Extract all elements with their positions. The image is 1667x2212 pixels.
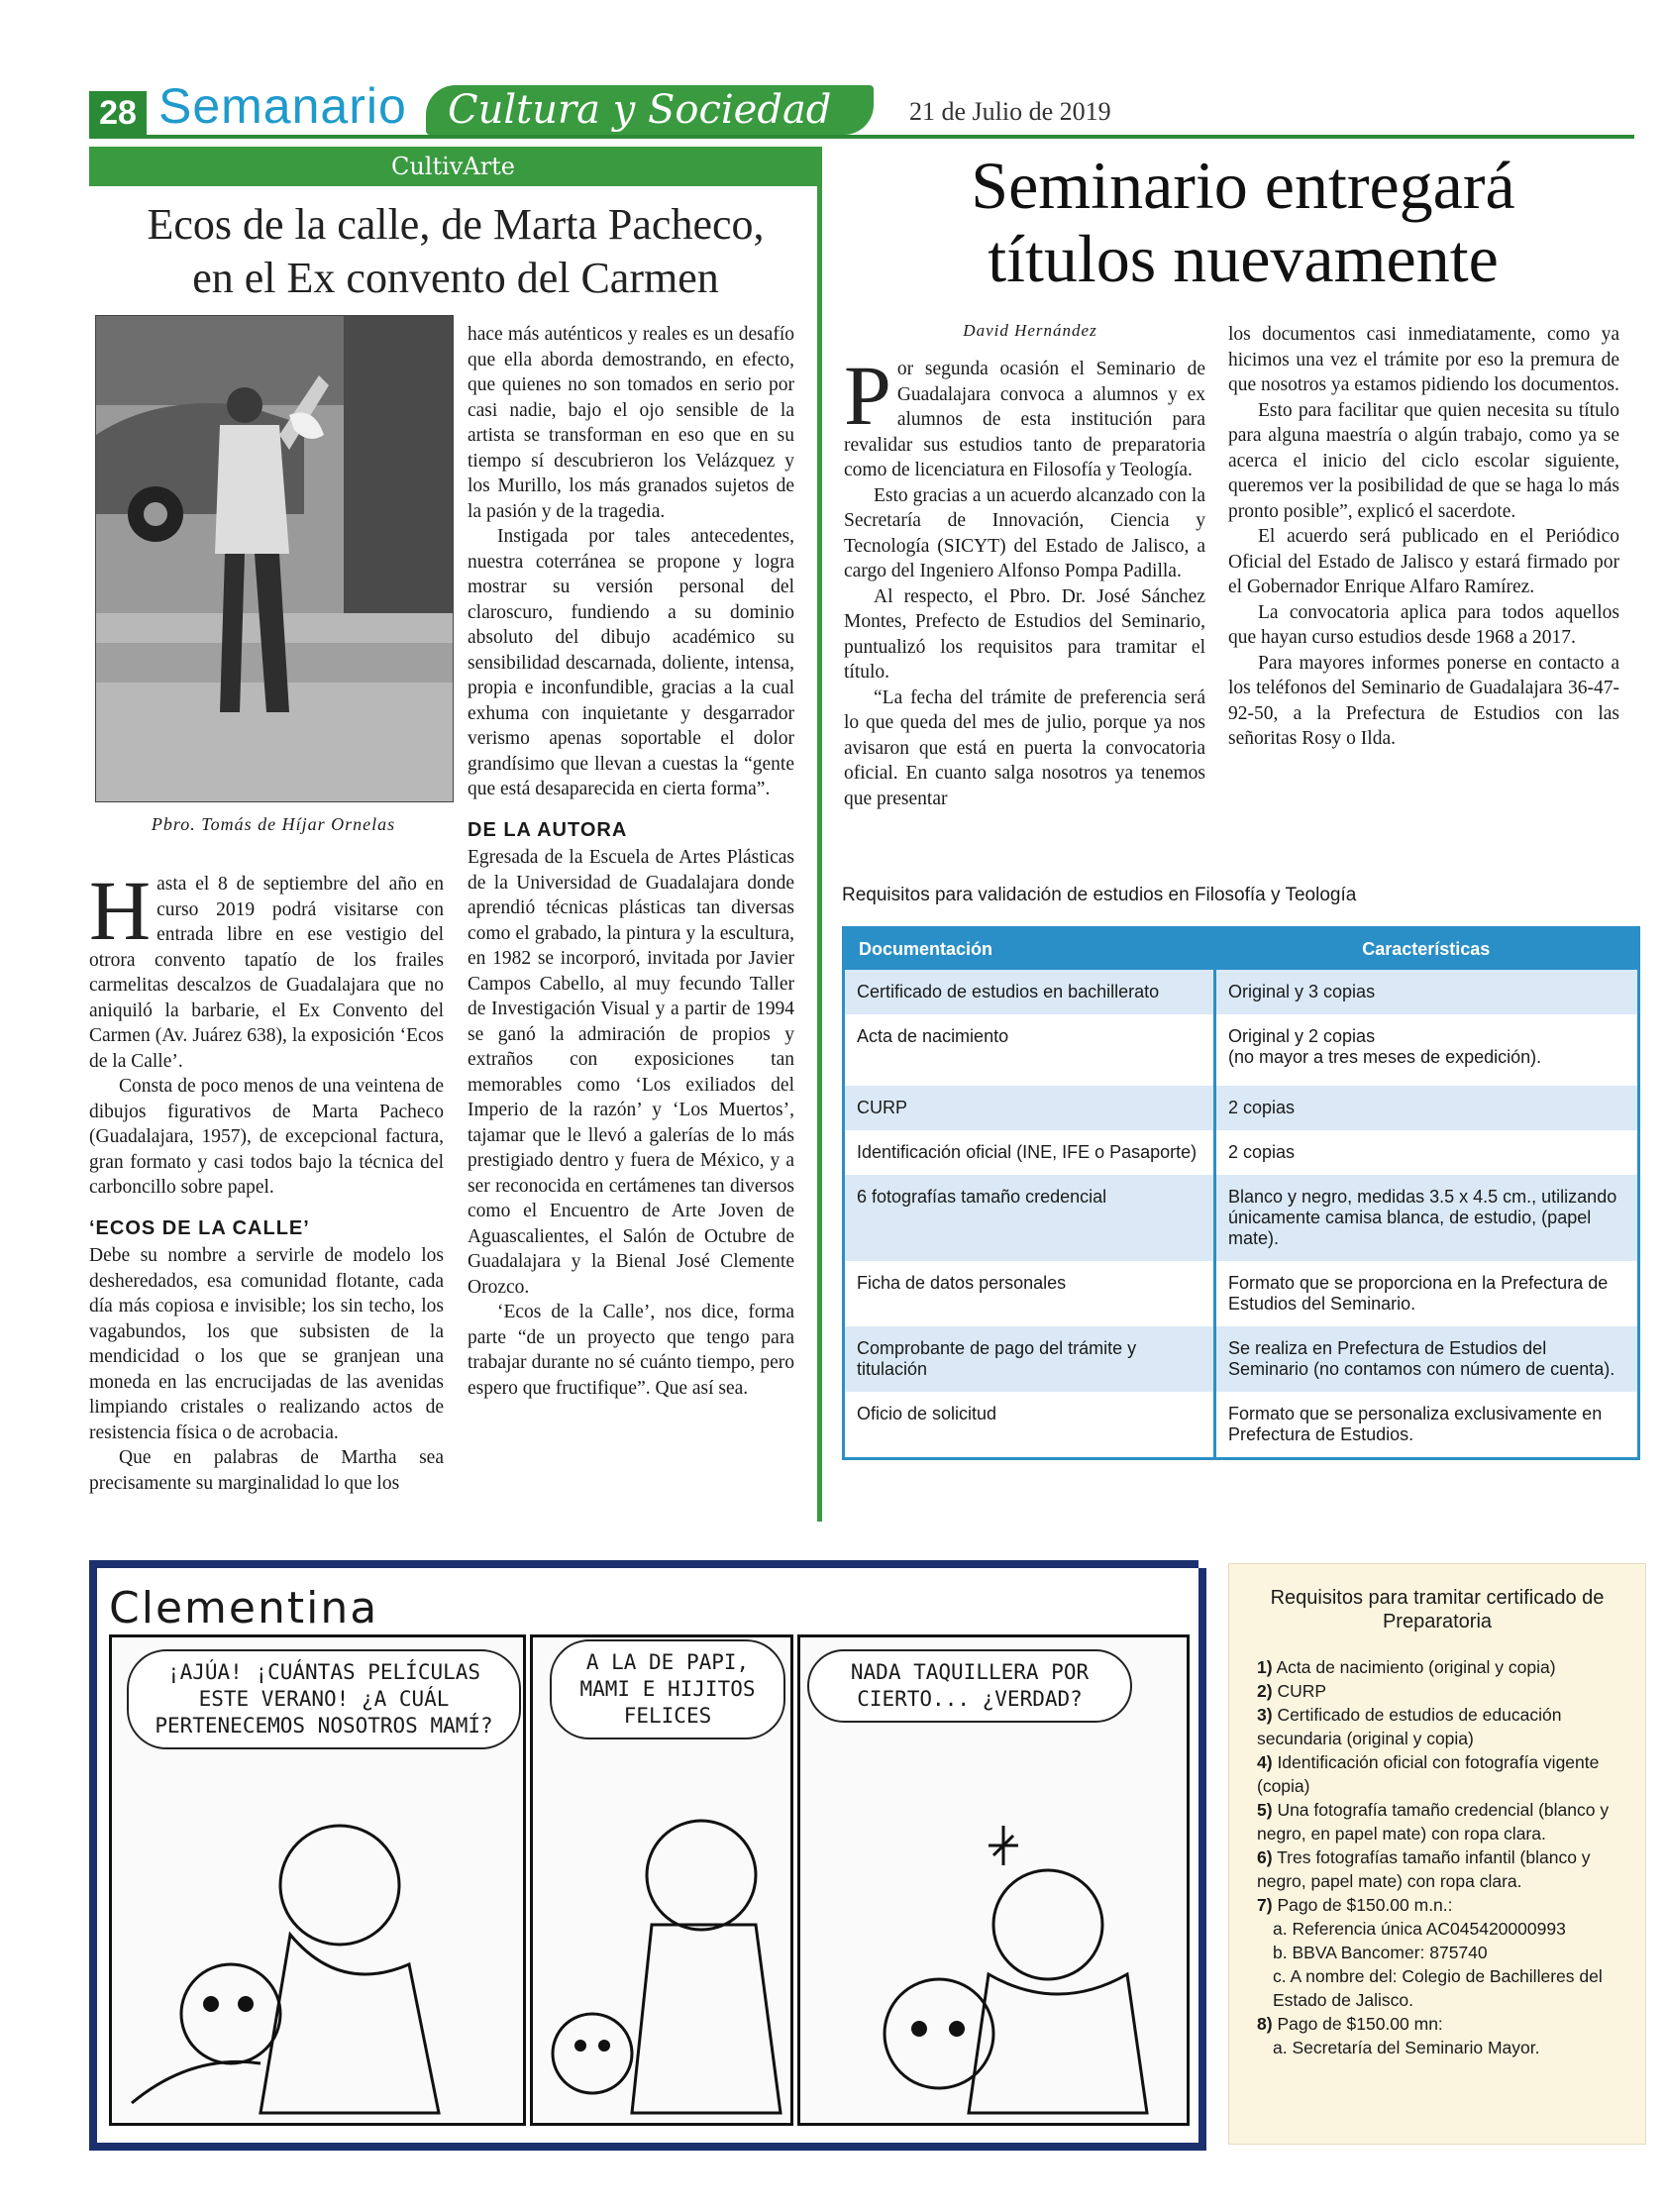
list-item: 7) Pago de $150.00 m.n.: (1257, 1895, 1453, 1915)
paragraph: El acuerdo será publicado en el Periódico Oficial del Estado de Jalisco y estará firmado por el Gobernador Enrique Alfaro Ramírez. (1228, 526, 1619, 597)
list-item: 3) Certificado de estudios de educación secundaria (original y copia) (1257, 1705, 1562, 1748)
comic-top-bar (89, 1560, 1198, 1568)
left-col-1 (89, 863, 444, 1496)
paragraph: Por segunda ocasión el Seminario de Guadalajara convoca a alumnos y ex alumnos de esta institución para revalidar sus estudios tanto de preparatoria como de licenciatura en Filosofía y Teología. (844, 348, 1205, 480)
left-col-2 (468, 322, 794, 1401)
paragraph: Esto gracias a un acuerdo alcanzado con la Secretaría de Innovación, Ciencia y Tecnología (SICYT) del Estado de Jalisco, a cargo del Ingeniero Alfonso Pompa Padilla. (844, 484, 1205, 581)
right-byline: David Hernández (963, 321, 1097, 340)
paragraph: Para mayores informes ponerse en contacto a los teléfonos del Seminario de Guadalajara 36-47-92-50, a la Prefectura de Estudios con las señoritas Rosy o Ilda. (1228, 652, 1619, 749)
sidebar-title: Requisitos para tramitar certificado de Preparatoria (1270, 1587, 1605, 1633)
drop-cap: H (89, 863, 152, 958)
subheading: ‘ECOS DE LA CALLE’ (89, 1216, 310, 1239)
right-title-line1: Seminario entregará (971, 148, 1515, 223)
table-caption: Requisitos para validación de estudios en Filosofía y Teología (842, 885, 1357, 905)
table-row: Oficio de solicitud Formato que se personaliza exclusivamente en Prefectura de Estudios. (845, 1392, 1637, 1457)
table-row: CURP 2 copias (845, 1086, 1637, 1130)
list-item: 2) CURP (1257, 1681, 1327, 1701)
kicker-cultivarte: CultivArte (89, 147, 817, 186)
list-item: 1) Acta de nacimiento (original y copia) (1257, 1657, 1556, 1677)
left-title-line2: en el Ex convento del Carmen (192, 254, 719, 302)
right-article-title (842, 149, 1644, 295)
issue-date: 21 de Julio de 2019 (909, 97, 1111, 126)
list-item: a. Secretaría del Seminario Mayor. (1273, 2038, 1540, 2057)
comic-title: Clementina (109, 1583, 379, 1633)
table-row: Comprobante de pago del trámite y titulación Se realiza en Prefectura de Estudios del Seminario (no contamos con número de cuenta). (845, 1326, 1637, 1392)
list-item: 8) Pago de $150.00 mn: (1257, 2014, 1443, 2034)
paragraph: los documentos casi inmediatamente, como ya hicimos una vez el trámite por eso la premura de que nosotros ya estamos pidiendo los documentos. (1228, 324, 1619, 395)
list-item: a. Referencia única AC045420000993 (1273, 1919, 1566, 1939)
requirements-table (842, 926, 1640, 1460)
list-item: 4) Identificación oficial con fotografía vigente (copia) (1257, 1752, 1600, 1796)
list-item: b. BBVA Bancomer: 875740 (1273, 1943, 1488, 1962)
paragraph: La convocatoria aplica para todos aquellos que hayan curso estudios desde 1968 a 2017. (1228, 601, 1619, 648)
drop-cap: P (844, 348, 891, 443)
page-number: 28 (89, 91, 147, 135)
article-photo (95, 315, 454, 802)
left-article-title (109, 198, 802, 305)
table-header-documentacion: Documentación (845, 929, 1215, 970)
speech-bubble-3: NADA TAQUILLERA POR CIERTO... ¿VERDAD? (807, 1649, 1132, 1723)
paragraph: Egresada de la Escuela de Artes Plásticas de la Universidad de Guadalajara donde aprendió técnicas plásticas tan diversas como el grabado, la pintura y la escultura, en 1982 se incorporó, invitada por Javier Campos Cabello, al muy fecundo Taller de Investigación Visual y a partir de 1994 se ganó la admiración de propios y extraños con exposiciones tan memorables como ‘Los exiliados del Imperio de la razón’ y ‘Los Muertos’, tajamar que le llevó a galerías de lo más prestigiado dentro y fuera de México, y a ser reconocida en certámenes tan diversos como el Encuentro de Arte Joven de Aguascalientes, el Salón de Octubre de Guadalajara y la Bienal José Clemente Orozco. (468, 847, 794, 1298)
left-byline: Pbro. Tomás de Híjar Ornelas (151, 814, 396, 834)
paragraph: ‘Ecos de la Calle’, nos dice, forma parte “de un proyecto que tengo para trabajar durante no sé cuánto tiempo, pero espero que fructifique”. Que así sea. (468, 1302, 794, 1399)
table-row: Certificado de estudios en bachillerato Original y 3 copias (845, 970, 1637, 1014)
paragraph: Esto para facilitar que quien necesita su título para alguna maestría o algún trabajo, como ya se acerca el inicio del ciclo escolar siguiente, queremos ver la posibilidad de que se haga lo más pronto posible”, explicó el sacerdote. (1228, 399, 1619, 522)
right-title-line2: títulos nuevamente (988, 221, 1499, 296)
table-row: Identificación oficial (INE, IFE o Pasaporte) 2 copias (845, 1130, 1637, 1175)
speech-bubble-2: A LA DE PAPI, MAMI E HIJITOS FELICES (550, 1639, 785, 1739)
sidebar-list (1229, 1655, 1645, 2059)
section-banner: Cultura y Sociedad (426, 85, 874, 135)
paragraph: Debe su nombre a servirle de modelo los desheredados, esa comunidad flotante, cada día más copiosa e invisible; los sin techo, los vagabundos, los que subsisten de la mendicidad o los que se granjean una moneda en las encrucijadas de las avenidas limpiando cristales o realizando actos de resistencia física o de acrobacia. (89, 1245, 444, 1443)
list-item: c. A nombre del: Colegio de Bachilleres del Estado de Jalisco. (1273, 1966, 1603, 2010)
street-performer-image (96, 316, 453, 801)
list-item: 6) Tres fotografías tamaño infantil (blanco y negro, papel mate) con ropa clara. (1257, 1847, 1591, 1891)
table-row: Acta de nacimiento Original y 2 copias (no mayor a tres meses de expedición). (845, 1014, 1637, 1086)
paragraph: Hasta el 8 de septiembre del año en curso 2019 podrá visitarse con entrada libre en ese vestigio del otrora convento tapatío de los frailes carmelitas descalzos de Guadalajara que no aniquiló la barbarie, el Ex Convento del Carmen (Av. Juárez 638), la exposición ‘Ecos de la Calle’. (89, 863, 444, 1072)
subheading: DE LA AUTORA (468, 818, 628, 841)
table-header-caracteristicas: Características (1215, 929, 1638, 970)
paragraph: Al respecto, el Pbro. Dr. José Sánchez Montes, Prefecto de Estudios del Seminario, puntualizó los requisitos para tramitar el título. (844, 585, 1205, 683)
paragraph: Que en palabras de Martha sea precisamente su marginalidad lo que los (89, 1447, 444, 1494)
sidebar-preparatoria (1228, 1563, 1646, 2145)
header-rule (89, 135, 1634, 139)
list-item: 5) Una fotografía tamaño credencial (blanco y negro, en papel mate) con ropa clara. (1257, 1800, 1610, 1843)
paragraph: Instigada por tales antecedentes, nuestra coterránea se propone y logra mostrar su versión personal del claroscuro, fundiendo a su dominio absoluto del dibujo académico su sensibilidad descarnada, doliente, intensa, propia e inconfundible, gracias a la cual exhuma con inquietante y desgarrador verismo apenas soportable el dolor grandísimo que llevan a cuestas la “gente que está desaparecida en cierta forma”. (468, 526, 794, 799)
paragraph: “La fecha del trámite de preferencia será lo que queda del mes de julio, porque ya nos avisaron que está en puerta la convocatoria oficial. En cuanto salga nosotros ya tenemos que presentar (844, 686, 1205, 809)
paragraph: Consta de poco menos de una veintena de dibujos figurativos de Marta Pacheco (Guadalajara, 1957), de excepcional factura, gran formato y casi todos bajo la técnica del carboncillo sobre papel. (89, 1076, 444, 1198)
right-col-2 (1228, 322, 1619, 752)
left-title-line1: Ecos de la calle, de Marta Pacheco, (147, 200, 765, 249)
brand-logo: Semanario (158, 78, 407, 134)
table-row: Ficha de datos personales Formato que se proporciona en la Prefectura de Estudios del Seminario. (845, 1261, 1637, 1326)
speech-bubble-1: ¡AJÚA! ¡CUÁNTAS PELÍCULAS ESTE VERANO! ¿A CUÁL PERTENECEMOS NOSOTROS MAMÍ? (127, 1649, 521, 1749)
table-row: 6 fotografías tamaño credencial Blanco y negro, medidas 3.5 x 4.5 cm., utilizando únicamente camisa blanca, de estudio, (papel mate). (845, 1175, 1637, 1261)
paragraph: hace más auténticos y reales es un desafío que ella aborda demostrando, en efecto, que quienes no son tomados en serio por casi nadie, bajo el ojo sensible de la artista se transforman en eso que en su tiempo sí descubrieron los Velázquez y los Murillo, los más granados sujetos de la pasión y de la tragedia. (468, 324, 794, 522)
right-col-1 (844, 348, 1205, 811)
